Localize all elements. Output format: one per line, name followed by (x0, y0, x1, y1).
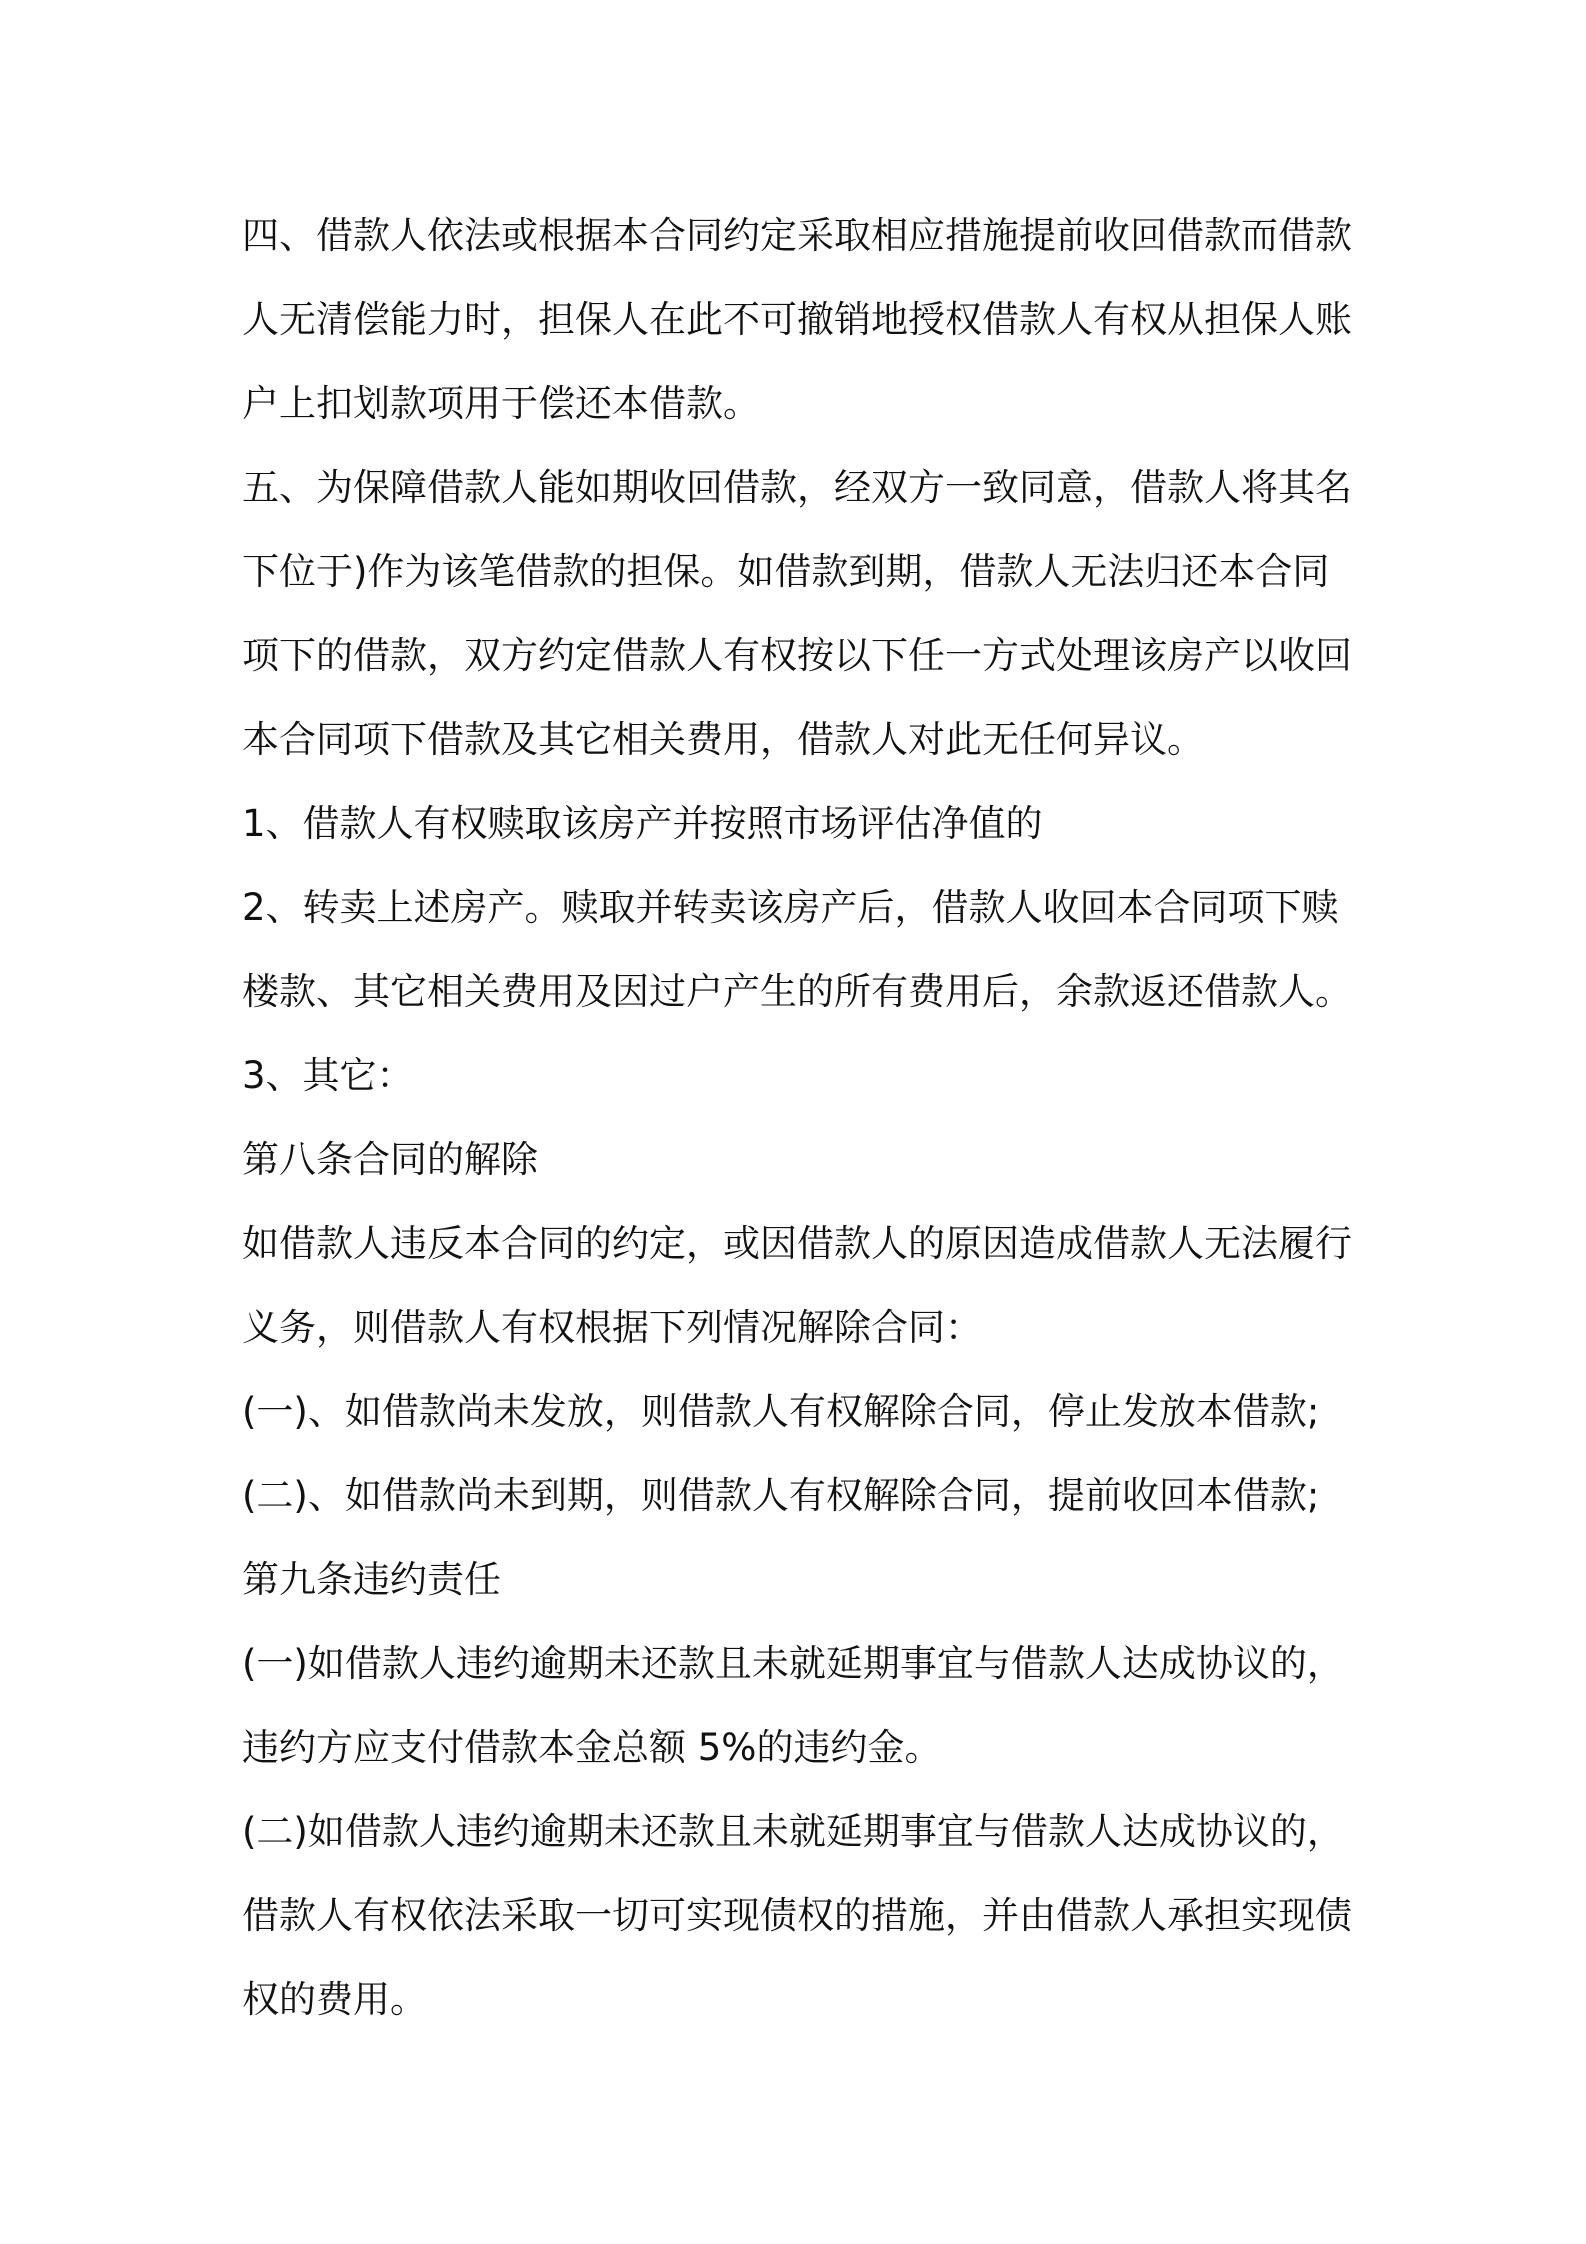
paragraph-liability-2: (二)如借款人违约逾期未还款且未就延期事宜与借款人达成协议的，借款人有权依法采取一切可实现债权的措施，并由借款人承担实现债权的费用。 (242, 1810, 1352, 2021)
paragraph-termination-1: (一)、如借款尚未发放，则借款人有权解除合同，停止发放本借款; (242, 1390, 1320, 1433)
document-body (242, 194, 1362, 2042)
paragraph-option-3: 3、其它： (242, 1054, 414, 1097)
paragraph-property-collateral: 五、为保障借款人能如期收回借款，经双方一致同意，借款人将其名下位于)作为该笔借款的担保。如借款到期，借款人无法归还本合同项下的借款，双方约定借款人有权按以下任一方式处理该房产以收回本合同项下借款及其它相关费用，借款人对此无任何异议。 (242, 466, 1352, 761)
heading-article-9: 第九条违约责任 (242, 1558, 501, 1601)
paragraph-liability-1: (一)如借款人违约逾期未还款且未就延期事宜与借款人达成协议的，违约方应支付借款本金总额 5%的违约金。 (242, 1642, 1344, 1769)
paragraph-termination-2: (二)、如借款尚未到期，则借款人有权解除合同，提前收回本借款; (242, 1474, 1320, 1517)
paragraph-termination-intro: 如借款人违反本合同的约定，或因借款人的原因造成借款人无法履行义务，则借款人有权根据下列情况解除合同： (242, 1222, 1352, 1349)
paragraph-option-2: 2、转卖上述房产。赎取并转卖该房产后，借款人收回本合同项下赎楼款、其它相关费用及因过户产生的所有费用后，余款返还借款人。 (242, 886, 1352, 1013)
paragraph-guarantor-authorization: 四、借款人依法或根据本合同约定采取相应措施提前收回借款而借款人无清偿能力时，担保人在此不可撤销地授权借款人有权从担保人账户上扣划款项用于偿还本借款。 (242, 214, 1352, 425)
heading-article-8: 第八条合同的解除 (242, 1138, 538, 1181)
paragraph-option-1: 1、借款人有权赎取该房产并按照市场评估净值的 (242, 802, 1043, 845)
